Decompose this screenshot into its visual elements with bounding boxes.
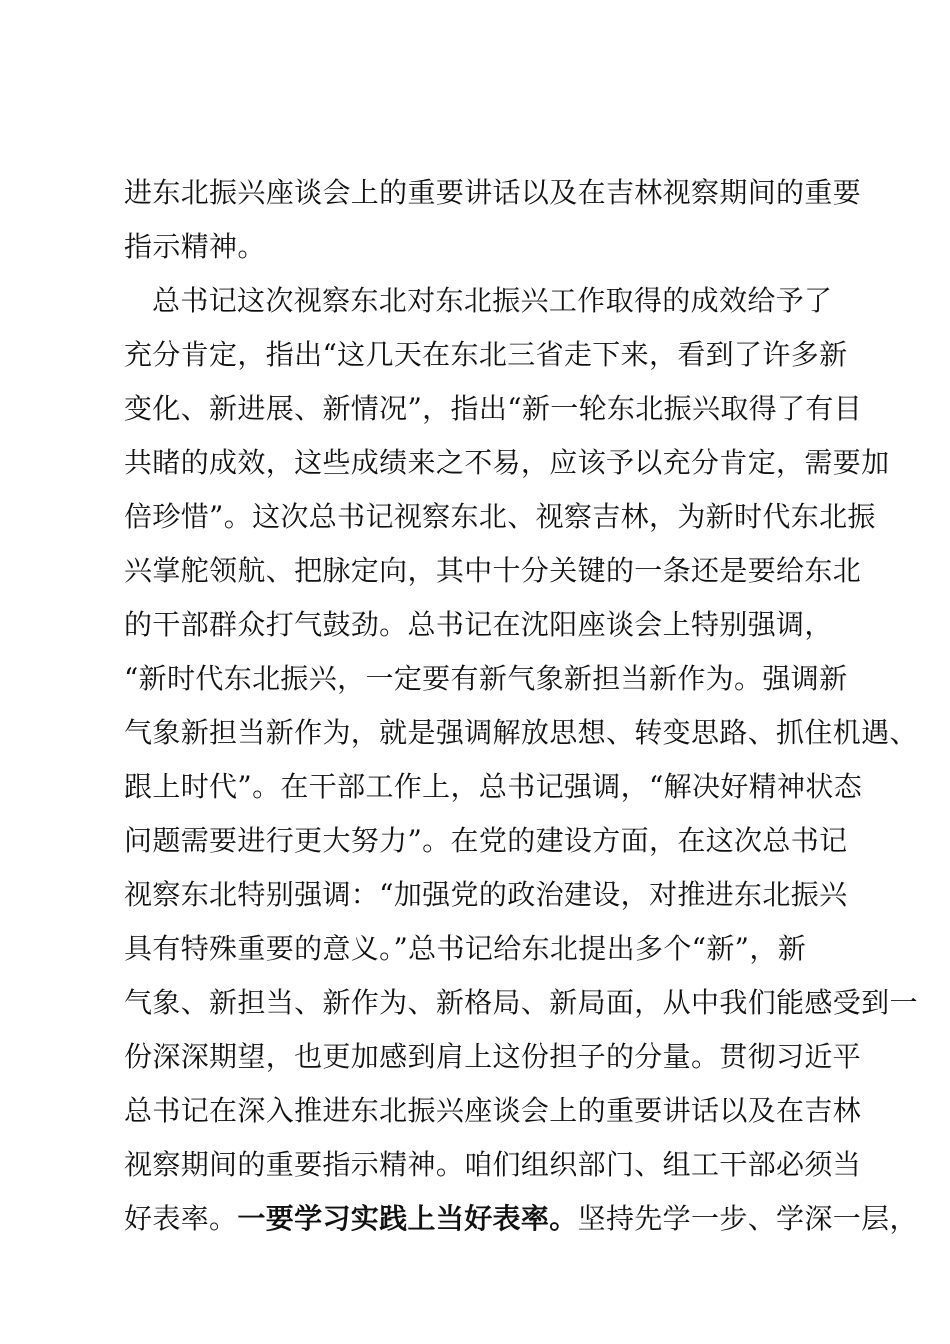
text-run: 坚持先学一步、学深一层，: [577, 1202, 918, 1235]
text-run: 好表率。: [124, 1202, 238, 1235]
bold-heading-run: 一要学习实践上当好表率。: [237, 1202, 578, 1235]
paragraph-first-line: 总书记这次视察东北对东北振兴工作取得的成效给予了: [152, 284, 833, 317]
text-line: 指示精神。: [124, 230, 266, 263]
text-line: 总书记在深入推进东北振兴座谈会上的重要讲话以及在吉林: [124, 1094, 862, 1127]
text-line: 进东北振兴座谈会上的重要讲话以及在吉林视察期间的重要: [124, 176, 862, 209]
text-line: “新时代东北振兴，一定要有新气象新担当新作为。强调新: [124, 662, 848, 695]
text-line: 共睹的成效，这些成绩来之不易，应该予以充分肯定，需要加: [124, 446, 890, 479]
text-line: 份深深期望，也更加感到肩上这份担子的分量。贯彻习近平: [124, 1040, 862, 1073]
text-line: 跟上时代”。在干部工作上，总书记强调，“解决好精神状态: [124, 770, 863, 803]
text-line: 具有特殊重要的意义。”总书记给东北提出多个“新”，新: [124, 932, 807, 965]
text-line: 视察期间的重要指示精神。咱们组织部门、组工干部必须当: [124, 1148, 862, 1181]
text-line: 倍珍惜”。这次总书记视察东北、视察吉林，为新时代东北振: [124, 500, 876, 533]
text-line: 气象、新担当、新作为、新格局、新局面，从中我们能感受到一: [124, 986, 918, 1019]
text-line: 的干部群众打气鼓劲。总书记在沈阳座谈会上特别强调，: [124, 608, 833, 641]
text-line-last: [124, 1199, 918, 1239]
text-line: 变化、新进展、新情况”，指出“新一轮东北振兴取得了有目: [124, 392, 863, 425]
text-line: 气象新担当新作为，就是强调解放思想、转变思路、抓住机遇、: [124, 716, 918, 749]
text-line: 充分肯定，指出“这几天在东北三省走下来，看到了许多新: [124, 338, 848, 371]
text-line: 问题需要进行更大努力”。在党的建设方面，在这次总书记: [124, 824, 848, 857]
text-line: 兴掌舵领航、把脉定向，其中十分关键的一条还是要给东北: [124, 554, 862, 587]
text-line: 视察东北特别强调：“加强党的政治建设，对推进东北振兴: [124, 878, 848, 911]
